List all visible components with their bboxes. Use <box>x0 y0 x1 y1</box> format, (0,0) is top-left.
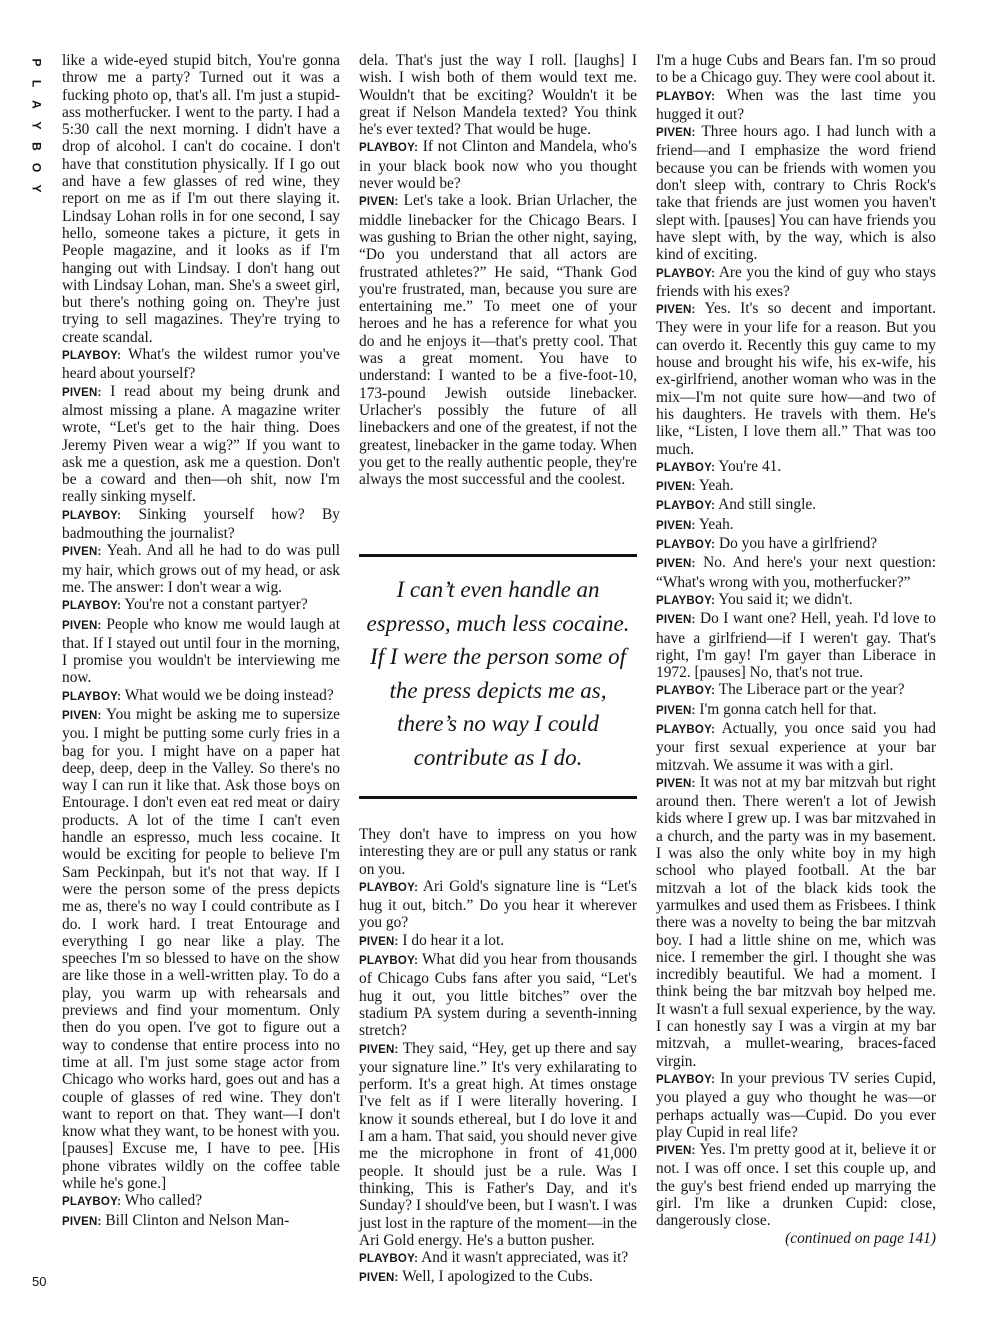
paragraph-text: like a wide-eyed stupid bitch, You're gonna throw me a party? Turned out it was a fucking photo op, that's all. I'm just a stupid-ass motherfucker. I went to the party. I had a 5:30 call the next morning. I didn't have a drop of alcohol. I can't do cocaine. I don't have that constitution physically. If I go out and have a few glasses of red wine, they report on me as if I'm out there slaying it. Lindsay Lohan rolls in for one second, I say hello, someone takes a picture, it gets in People magazine, and it looks as if I'm hanging out with Lindsay. I don't hang out with Lindsay Lohan, man. She's a sweet girl, but there's nothing going on. They're just trying to sell magazines. They're trying to create scandal. <box>62 52 340 346</box>
interview-paragraph <box>62 542 340 596</box>
runner-letter: L <box>29 79 44 88</box>
paragraph-text: Let's take a look. Brian Urlacher, the middle linebacker for the Chicago Bears. I was gushing to Brian the other night, saying, “Do you understand that all actors are frustrated athletes?” He said, “Thank God you're frustrated, man, because you sure are entertaining me.” To meet one of your heroes and he has a reference for what you do and he enjoys it—that's pretty cool. That was a great moment. You have to understand: I wanted to be a five-foot-10, 173-pound Jewish outside linebacker. Urlacher's possibly the future of all linebackers and one of the greatest, if not the greatest, linebacker in the game today. When you get to the really authentic people, they're always the most successful and the coolest. <box>359 192 637 489</box>
interview-paragraph <box>656 610 936 681</box>
interview-paragraph <box>656 123 936 263</box>
speaker-label: PIVEN: <box>656 127 696 140</box>
paragraph-text: Yeah. <box>698 515 734 533</box>
paragraph-text: Are you the kind of guy who stays friends with his exes? <box>656 263 937 300</box>
paragraph-text: Actually, you once said you had your first sexual experience at your bar mitzvah. We assume it was with a girl. <box>656 719 937 774</box>
paragraph-text: Who called? <box>124 1192 203 1210</box>
interview-paragraph <box>359 1249 637 1268</box>
speaker-label: PLAYBOY: <box>656 267 716 280</box>
runner-letter: O <box>29 162 44 173</box>
interview-paragraph <box>656 1141 936 1229</box>
paragraph-text: No. And here's your next question: “What's wrong with you, motherfucker?” <box>656 554 936 591</box>
interview-paragraph <box>359 192 637 488</box>
column-2-top <box>359 52 637 488</box>
interview-paragraph <box>359 1268 637 1287</box>
paragraph-text: Yeah. <box>698 477 734 495</box>
pull-quote <box>359 554 637 799</box>
paragraph-text: You said it; we didn't. <box>718 590 853 608</box>
paragraph-text: When was the last time you hugged it out? <box>656 86 936 123</box>
interview-paragraph <box>62 596 340 615</box>
pull-quote-text: I can’t even handle an espresso, much less cocaine. If I were the person some of the press depicts me as, there’s no way I could contribute as I do. <box>366 577 630 770</box>
column-2-bottom <box>359 826 637 1288</box>
paragraph-text: Three hours ago. I had lunch with a friend—and I emphasize the word friend because you can be friends with women you don't sleep with, contrary to Chris Rock's take that friends are just women you haven't slept with. [pauses] You can have friends you have slept with, by the way, which is also kind of exciting. <box>656 123 936 264</box>
interview-paragraph <box>656 496 936 515</box>
runner-letter: P <box>29 58 44 67</box>
interview-paragraph <box>62 1212 340 1231</box>
speaker-label: PLAYBOY: <box>359 142 419 155</box>
speaker-label: PIVEN: <box>359 1272 399 1285</box>
continued-note: (continued on page 141) <box>785 1229 936 1247</box>
interview-paragraph <box>656 458 936 477</box>
paragraph-text: What would we be doing instead? <box>124 686 334 704</box>
speaker-label: PLAYBOY: <box>359 955 419 968</box>
paragraph-text: You're 41. <box>718 457 782 475</box>
interview-paragraph <box>359 52 637 138</box>
interview-paragraph <box>359 138 637 192</box>
paragraph-text: What's the wildest rumor you've heard about yourself? <box>62 346 340 383</box>
paragraph-text: Do you have a girlfriend? <box>718 535 878 553</box>
interview-paragraph <box>62 687 340 706</box>
interview-paragraph <box>359 932 637 951</box>
paragraph-text: Sinking yourself how? By badmouthing the journalist? <box>62 505 340 543</box>
speaker-label: PLAYBOY: <box>62 509 122 522</box>
paragraph-text: Yes. I'm pretty good at it, believe it or not. I was off once. I set this couple up, and the guy's best friend ended up marrying the girl. I'm like a drunken Cupid: close, dangerously close. <box>656 1141 937 1230</box>
paragraph-text: dela. That's just the way I roll. [laughs] I wish. I wish both of them would text me. Wouldn't that be exciting? Wouldn't it be great if Nelson Mandela texted? You think he's ever texted? That would be huge. <box>359 52 637 139</box>
speaker-label: PIVEN: <box>656 1145 696 1158</box>
speaker-label: PLAYBOY: <box>656 90 716 103</box>
paragraph-text: If not Clinton and Mandela, who's in your black book now who you thought never would be? <box>359 138 637 193</box>
interview-paragraph <box>656 554 936 591</box>
page-number: 50 <box>32 1274 47 1289</box>
paragraph-text: And it wasn't appreciated, was it? <box>421 1249 629 1267</box>
paragraph-text: They said, “Hey, get up there and say your signature line.” It's very exhilarating to perform. It's a great high. At times onstage I've felt as if I were literally hovering. I know it sounds ethereal, but I do love it and I am a ham. That said, you should never give me the microphone in front of 41,000 people. It should just be a rule. Was I thinking, This is Father's Day, and it's Sunday? I should've been, but I wasn't. I was just lost in the rapture of the moment—in the Ari Gold energy. He's a button pusher. <box>359 1039 637 1249</box>
paragraph-text: Well, I apologized to the Cubs. <box>402 1268 593 1286</box>
speaker-label: PIVEN: <box>359 935 399 948</box>
speaker-label: PIVEN: <box>62 619 102 632</box>
speaker-label: PIVEN: <box>656 704 696 717</box>
speaker-label: PLAYBOY: <box>656 685 716 698</box>
interview-paragraph <box>656 1070 936 1141</box>
interview-paragraph <box>656 535 936 554</box>
paragraph-text: I read about my being drunk and almost missing a plane. A magazine writer wrote, “Let's get to the hair thing. Does Jeremy Piven wear a wig?” If you want to ask me a question, ask me a question. Don't be a coward and then—oh shit, now I'm really sinking myself. <box>62 382 340 506</box>
paragraph-text: And still single. <box>718 496 817 514</box>
interview-paragraph <box>62 383 340 506</box>
column-1 <box>62 52 340 1231</box>
interview-paragraph <box>359 826 637 878</box>
speaker-label: PLAYBOY: <box>62 600 122 613</box>
speaker-label: PIVEN: <box>359 1043 399 1056</box>
interview-paragraph <box>656 720 936 774</box>
interview-paragraph <box>656 52 936 87</box>
speaker-label: PIVEN: <box>62 709 102 722</box>
magazine-runner <box>26 52 46 199</box>
speaker-label: PLAYBOY: <box>656 1073 716 1086</box>
speaker-label: PIVEN: <box>656 777 696 790</box>
interview-paragraph <box>62 1192 340 1211</box>
speaker-label: PIVEN: <box>656 558 696 571</box>
paragraph-text: They don't have to impress on you how interesting they are or pull any status or rank on you. <box>359 826 637 878</box>
runner-letter: Y <box>29 184 44 193</box>
paragraph-text: Bill Clinton and Nelson Man- <box>105 1211 290 1229</box>
runner-letter: Y <box>29 121 44 130</box>
paragraph-text: You're not a constant partyer? <box>124 596 308 614</box>
speaker-label: PLAYBOY: <box>656 723 716 736</box>
paragraph-text: I'm a huge Cubs and Bears fan. I'm so proud to be a Chicago guy. They were cool about it. <box>656 52 936 87</box>
interview-paragraph <box>359 878 637 932</box>
speaker-label: PLAYBOY: <box>62 690 122 703</box>
paragraph-text: I do hear it a lot. <box>402 931 505 949</box>
paragraph-text: Ari Gold's signature line is “Let's hug it out, bitch.” Do you hear it wherever you go? <box>359 877 637 932</box>
paragraph-text: What did you hear from thousands of Chicago Cubs fans after you said, “Let's hug it out, you little bitches” over the stadium PA system during a seventh-inning stretch? <box>359 951 637 1040</box>
speaker-label: PIVEN: <box>656 519 696 532</box>
speaker-label: PIVEN: <box>62 546 102 559</box>
paragraph-text: In your previous TV series Cupid, you played a guy who thought he was—or perhaps actually was—Cupid. Do you ever play Cupid in real life? <box>656 1069 936 1141</box>
speaker-label: PIVEN: <box>359 196 399 209</box>
paragraph-text: Yeah. And all he had to do was pull my hair, which grows out of my head, or ask me. The answer: I don't wear a wig. <box>62 542 340 596</box>
speaker-label: PLAYBOY: <box>656 461 716 474</box>
interview-paragraph <box>656 477 936 496</box>
speaker-label: PIVEN: <box>62 386 102 399</box>
speaker-label: PLAYBOY: <box>359 1253 419 1266</box>
interview-paragraph <box>656 264 936 301</box>
column-3 <box>656 52 936 1247</box>
interview-paragraph <box>359 951 637 1039</box>
interview-paragraph <box>62 616 340 687</box>
speaker-label: PIVEN: <box>656 614 696 627</box>
interview-paragraph <box>656 87 936 124</box>
interview-paragraph <box>656 701 936 720</box>
speaker-label: PIVEN: <box>62 1215 102 1228</box>
interview-paragraph <box>62 506 340 543</box>
speaker-label: PLAYBOY: <box>359 881 419 894</box>
speaker-label: PIVEN: <box>656 481 696 494</box>
paragraph-text: I'm gonna catch hell for that. <box>699 700 877 718</box>
paragraph-text: People who know me would laugh at that. If I stayed out until four in the morning, I promise you wouldn't be interviewing me now. <box>62 615 340 687</box>
paragraph-text: The Liberace part or the year? <box>718 681 905 699</box>
interview-paragraph <box>656 591 936 610</box>
speaker-label: PLAYBOY: <box>656 500 716 513</box>
paragraph-text: It was not at my bar mitzvah but right around then. There weren't a lot of Jewish kids where I grew up. I was bar mitzvahed in a church, and the party was in my basement. I was also the only white boy in my high school who played football. At the bar mitzvah a lot of the black kids took the yarmulkes and used them as Frisbees. I think there was a novelty to being the bar mitzvah boy. I had a little shine on me, which was nice. I remember the girl. I thought she was incredibly beautiful. We had a moment. I think being the bar mitzvah boy helped me. It wasn't a full sexual experience, by the way. I can honestly say I was a virgin at my bar mitzvah, a mullet-wearing, braces-faced virgin. <box>656 773 936 1070</box>
interview-paragraph <box>656 681 936 700</box>
runner-letter: A <box>29 100 44 109</box>
paragraph-text: Do I want one? Hell, yeah. I'd love to have a girlfriend—if I weren't gay. That's right, I'm gay! I'm gayer than Liberace in 1972. [pauses] No, that's not true. <box>656 610 936 682</box>
paragraph-text: Yes. It's so decent and important. They were in your life for a reason. But you can overdo it. Recently this guy came to my house and brought his wife, his ex-wife, his ex-girlfriend, another woman who was in the mix—I'm not quite sure how—and two of his daughters. He travels with them. He's like, “Listen, I love them all.” That was too much. <box>656 300 936 458</box>
runner-letter: B <box>29 142 44 151</box>
interview-paragraph <box>656 516 936 535</box>
speaker-label: PLAYBOY: <box>656 539 716 552</box>
speaker-label: PLAYBOY: <box>62 1196 122 1209</box>
interview-paragraph <box>62 706 340 1192</box>
interview-paragraph <box>656 300 936 458</box>
speaker-label: PIVEN: <box>656 304 696 317</box>
interview-paragraph <box>62 346 340 383</box>
speaker-label: PLAYBOY: <box>656 594 716 607</box>
interview-paragraph <box>62 52 340 346</box>
speaker-label: PLAYBOY: <box>62 350 122 363</box>
interview-paragraph <box>656 774 936 1070</box>
interview-paragraph <box>359 1040 637 1250</box>
paragraph-text: You might be asking me to supersize you. I might be putting some curly fries in a bag for you. I might have on a paper hat deep, deep, deep in the Valley. So there's no way I can run it like that. Ask those boys on Entourage. I don't even eat red meat or dairy products. A lot of the time I can't even handle an espresso, much less cocaine. It would be exciting for people to believe I'm Sam Peckinpah, but it's not that way. If I were the person some of the press depicts me as, there's no way I could contribute as I do. I work hard. I treat Entourage and everything I go near like a play. The speeches I'm so blessed to have on the show are like those in a well-written play. To do a play, you warm up with rehearsals and previews and find your momentum. Only then do you open. I've got to figure out a way to condense that entire process into no time at all. I'm just some stage actor from Chicago who works hard, goes out and has a couple of glasses of red wine. They don't want to report on that. They want—I don't know what they want, to be honest with you. [pauses] Excuse me, I have to pee. [His phone vibrates wildly on the coffee table while he's gone.] <box>62 705 340 1192</box>
